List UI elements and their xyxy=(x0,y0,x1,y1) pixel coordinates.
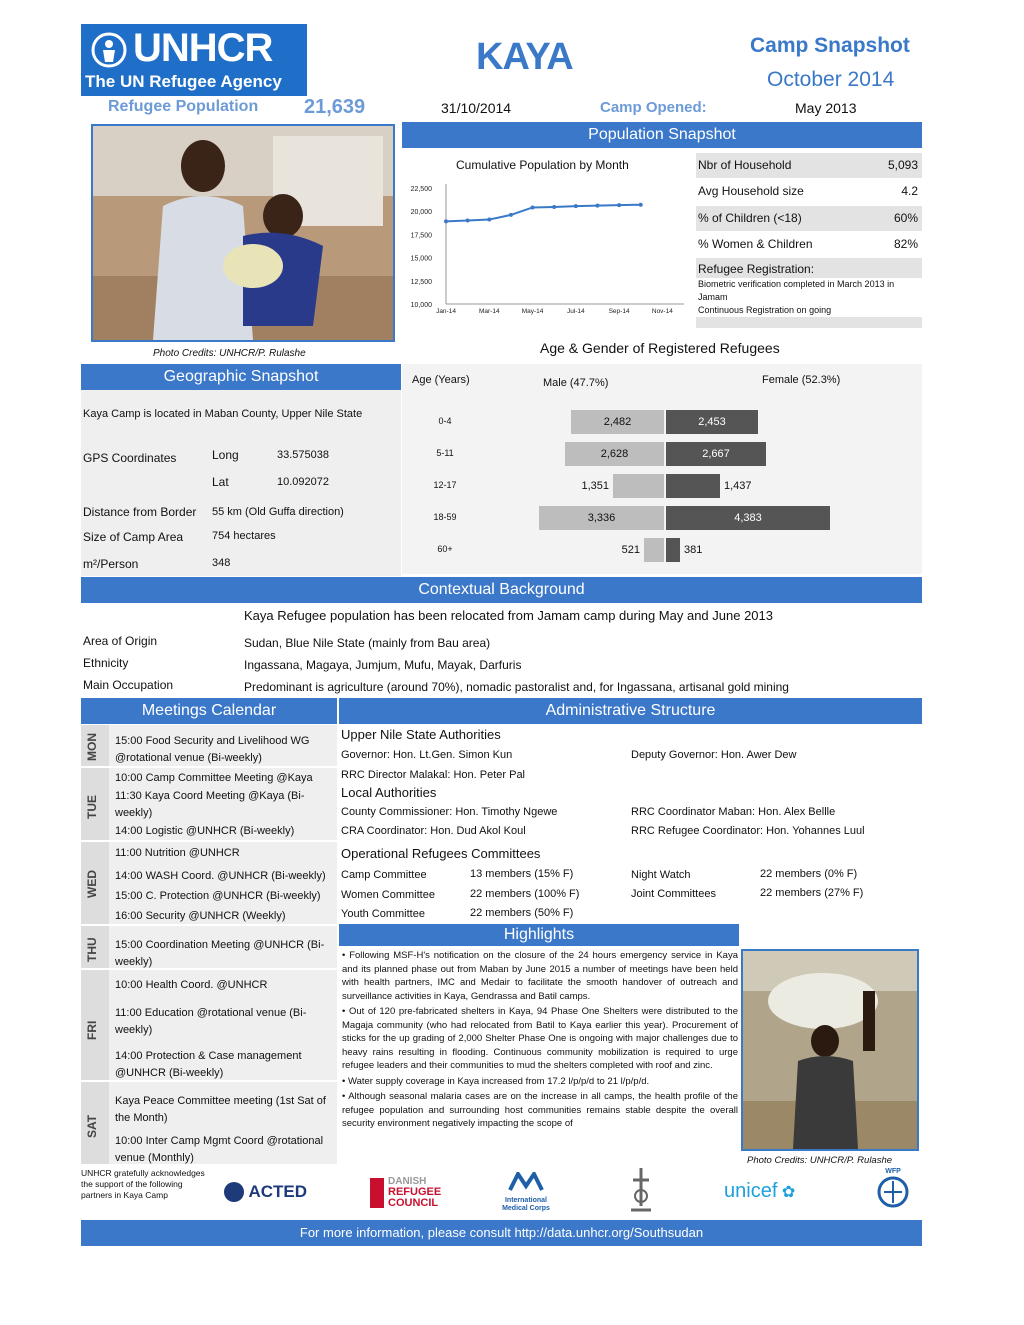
geo-location: Kaya Camp is located in Maban County, Upper Nile State xyxy=(83,408,363,420)
meeting-event: 14:00 Logistic @UNHCR (Bi-weekly) xyxy=(115,825,295,837)
governor: Governor: Hon. Lt.Gen. Simon Kun xyxy=(341,749,513,761)
day-label-fri xyxy=(81,970,109,1080)
line-chart xyxy=(402,152,692,327)
committee-members: 22 members (50% F) xyxy=(470,907,574,919)
refugee-photo-mother-child xyxy=(91,124,395,342)
female-value-label: 381 xyxy=(684,544,703,556)
age-category-label: 60+ xyxy=(437,544,453,554)
female-value-label: 4,383 xyxy=(734,512,762,524)
state-heading: Upper Nile State Authorities xyxy=(341,727,501,742)
male-value-label: 2,482 xyxy=(603,416,632,428)
stat-label: % of Children (<18) xyxy=(698,211,802,225)
female-bar xyxy=(666,474,720,498)
chart-title: Cumulative Population by Month xyxy=(456,158,629,172)
occupation-value: Predominant is agriculture (around 70%), nomadic pastoralist and, for Ingassana, artisanal gold mining xyxy=(244,680,789,694)
acted-logo xyxy=(224,1182,307,1202)
stat-women-children xyxy=(696,232,922,257)
imc-name: Medical Corps xyxy=(502,1205,550,1212)
stat-household-size xyxy=(696,179,922,204)
ethnicity-label: Ethnicity xyxy=(83,656,129,670)
committee-members: 22 members (100% F) xyxy=(470,888,580,900)
highlight-bullet: • Out of 120 pre-fabricated shelters in Kaya, 94 Phase One Shelters were distributed to the Magaja community (who had relocated from Batil to Kaya earlier this year). Procurement of sticks for the up grading of 2,000 Shelter Phase One is ongoing with major challenges due to heavy rains resulting in flooding. Continuous community mobilization is required to urge refugee leaders and their communities to mud the shelters completed with roof and zinc. xyxy=(342,1006,738,1071)
day-label-sat xyxy=(81,1082,109,1164)
meeting-event: 15:00 Food Security and Livelihood WG @rotational venue (Bi-weekly) xyxy=(115,735,310,764)
meetings-header: Meetings Calendar xyxy=(81,698,337,724)
lat-value: 10.092072 xyxy=(277,476,329,488)
data-point xyxy=(552,205,556,209)
logo-name: UNHCR xyxy=(133,26,273,70)
highlight-bullet: • Water supply coverage in Kaya increased from 17.2 l/p/p/d to 21 l/p/p/d. xyxy=(342,1075,650,1087)
footer-bar[interactable]: For more information, please consult http://data.unhcr.org/Southsudan xyxy=(81,1220,922,1246)
stat-children xyxy=(696,206,922,231)
y-tick-label: 12,500 xyxy=(410,278,432,286)
committee-members: 22 members (0% F) xyxy=(760,868,858,880)
female-legend: Female (52.3%) xyxy=(762,374,841,386)
age-axis-label: Age (Years) xyxy=(412,374,470,386)
data-point xyxy=(444,219,448,223)
wfp-name: WFP xyxy=(885,1168,901,1175)
line-chart-svg xyxy=(402,152,692,327)
meeting-event: 10:00 Health Coord. @UNHCR xyxy=(115,979,268,991)
age-category-label: 12-17 xyxy=(433,480,457,490)
acted-icon xyxy=(224,1182,244,1202)
distance-label: Distance from Border xyxy=(83,505,197,519)
x-tick-label: Nov-14 xyxy=(651,308,673,315)
male-value-label: 2,628 xyxy=(600,448,629,460)
data-point xyxy=(595,204,599,208)
committee-name: Night Watch xyxy=(631,869,691,881)
committee-name: Youth Committee xyxy=(341,908,425,920)
gps-label: GPS Coordinates xyxy=(83,451,177,465)
camp-name: KAYA xyxy=(476,36,573,78)
population-snapshot-header: Population Snapshot xyxy=(402,122,922,148)
registration-note: Biometric verification completed in March 2013 in Jamam xyxy=(696,278,922,304)
day-name: WED xyxy=(85,870,99,898)
x-tick-label: Mar-14 xyxy=(478,308,500,315)
distance-value: 55 km (Old Guffa direction) xyxy=(212,506,344,518)
pyramid-title: Age & Gender of Registered Refugees xyxy=(540,340,780,356)
registration-box xyxy=(696,258,922,328)
refugee-population-label: Refugee Population xyxy=(108,98,259,115)
partners-thanks: UNHCR gratefully acknowledges the support of the following partners in Kaya Camp xyxy=(81,1168,205,1200)
male-value-label: 1,351 xyxy=(581,480,609,492)
camp-opened-value: May 2013 xyxy=(795,100,857,116)
long-value: 33.575038 xyxy=(277,449,329,461)
day-name: MON xyxy=(85,732,99,761)
y-tick-label: 10,000 xyxy=(410,302,432,309)
male-legend: Male (47.7%) xyxy=(543,377,609,389)
committee-name: Women Committee xyxy=(341,889,435,901)
drc-logo xyxy=(370,1176,450,1210)
origin-label: Area of Origin xyxy=(83,634,158,648)
stat-label: Nbr of Household xyxy=(698,158,792,172)
rrc-refugee-coordinator: RRC Refugee Coordinator: Hon. Yohannes Luul xyxy=(631,825,865,837)
logo-tagline: The UN Refugee Agency xyxy=(85,72,282,91)
stat-label: % Women & Children xyxy=(698,237,813,251)
meeting-event: 10:00 Camp Committee Meeting @Kaya xyxy=(115,772,313,784)
data-point xyxy=(574,204,578,208)
highlight-bullet: • Although seasonal malaria cases are on the increase in all camps, the health profile of the refugee population and surrounding host communities remains stable despite the overall security environment negatively impacting the scope of xyxy=(342,1091,738,1129)
data-point xyxy=(617,203,621,207)
committee-name: Joint Committees xyxy=(631,888,716,900)
wfp-icon xyxy=(876,1175,910,1209)
ethnicity-value: Ingassana, Magaya, Jumjum, Mufu, Mayak, Darfuris xyxy=(244,658,522,672)
day-name: TUE xyxy=(85,795,99,819)
imc-name: International xyxy=(504,1197,547,1204)
rrc-coordinator: RRC Coordinator Maban: Hon. Alex Bellle xyxy=(631,806,836,818)
committees-heading: Operational Refugees Committees xyxy=(341,846,541,861)
highlight-bullet: • Following MSF-H's notification on the closure of the 24 hours emergency service in Kaya and its planned phase out from Maban by June 2015 a number of meetings have been held with health partners, IMC and Medair to facilitate the smooth handover of outreach and surveillance activities in Kaya, Gendrassa and Batil camps. xyxy=(342,950,738,1002)
stat-value: 5,093 xyxy=(887,158,918,172)
meeting-event: 10:00 Inter Camp Mgmt Coord @rotational venue (Monthly) xyxy=(115,1135,324,1164)
drc-name: DANISH xyxy=(388,1176,427,1187)
drc-name: COUNCIL xyxy=(388,1197,439,1209)
lat-label: Lat xyxy=(212,475,229,489)
male-bar xyxy=(613,474,664,498)
day-name: FRI xyxy=(85,1020,99,1040)
day-label-tue xyxy=(81,768,109,840)
long-label: Long xyxy=(212,448,239,462)
committee-members: 13 members (15% F) xyxy=(470,868,574,880)
unhcr-emblem-icon xyxy=(87,30,131,70)
stat-label: Avg Household size xyxy=(698,184,804,198)
m2-value: 348 xyxy=(212,557,231,569)
population-line xyxy=(446,205,641,222)
size-value: 754 hectares xyxy=(212,530,276,542)
admin-header: Administrative Structure xyxy=(339,698,922,724)
imc-icon xyxy=(508,1172,544,1192)
local-heading: Local Authorities xyxy=(341,785,437,800)
camp-opened-label: Camp Opened: xyxy=(600,99,707,116)
unicef-name: unicef xyxy=(724,1180,778,1202)
day-label-thu xyxy=(81,926,109,968)
deputy-governor: Deputy Governor: Hon. Awer Dew xyxy=(631,749,797,761)
day-name: SAT xyxy=(85,1114,99,1138)
y-tick-label: 20,000 xyxy=(410,209,432,217)
meeting-event: 14:00 WASH Coord. @UNHCR (Bi-weekly) xyxy=(115,870,326,882)
male-bar xyxy=(644,538,664,562)
meeting-event: 11:00 Nutrition @UNHCR xyxy=(115,847,240,859)
contextual-intro: Kaya Refugee population has been relocated from Jamam camp during May and June 2013 xyxy=(244,608,773,623)
committee-members: 22 members (27% F) xyxy=(760,887,864,899)
x-tick-label: Jan-14 xyxy=(436,308,456,315)
x-tick-label: Sep-14 xyxy=(608,308,630,315)
unhcr-logo xyxy=(81,24,307,96)
meeting-event: 14:00 Protection & Case management @UNHCR (Bi-weekly) xyxy=(115,1050,302,1079)
photo-credit: Photo Credits: UNHCR/P. Rulashe xyxy=(747,1155,893,1166)
refugee-population-value: 21,639 xyxy=(304,96,366,118)
data-point xyxy=(466,218,470,222)
meeting-event: 16:00 Security @UNHCR (Weekly) xyxy=(115,910,286,922)
x-tick-label: Jul-14 xyxy=(566,308,585,315)
y-tick-label: 17,500 xyxy=(410,232,432,240)
day-label-mon xyxy=(81,725,109,766)
female-value-label: 2,667 xyxy=(702,448,730,460)
meeting-event: 15:00 C. Protection @UNHCR (Bi-weekly) xyxy=(115,890,321,902)
y-tick-label: 22,500 xyxy=(410,186,432,193)
female-value-label: 2,453 xyxy=(698,416,726,428)
size-label: Size of Camp Area xyxy=(83,530,184,544)
data-point xyxy=(531,205,535,209)
m2-label: m²/Person xyxy=(83,557,139,571)
unicef-icon: ✿ xyxy=(781,1184,796,1201)
meeting-event: 11:30 Kaya Coord Meeting @Kaya (Bi-weekly) xyxy=(115,790,305,819)
highlights-body xyxy=(342,949,738,1163)
meeting-event: 11:00 Education @rotational venue (Bi-weekly) xyxy=(115,1007,307,1036)
photo-credit: Photo Credits: UNHCR/P. Rulashe xyxy=(153,348,306,359)
county-commissioner: County Commissioner: Hon. Timothy Ngewe xyxy=(341,806,558,818)
female-value-label: 1,437 xyxy=(724,480,752,492)
age-category-label: 0-4 xyxy=(438,416,452,426)
age-category-label: 5-11 xyxy=(436,448,454,458)
committee-name: Camp Committee xyxy=(341,869,427,881)
unicef-logo xyxy=(724,1180,795,1203)
meeting-event: 15:00 Coordination Meeting @UNHCR (Bi-weekly) xyxy=(115,939,325,968)
occupation-label: Main Occupation xyxy=(83,678,174,692)
cra-coordinator: CRA Coordinator: Hon. Dud Akol Koul xyxy=(341,825,526,837)
acted-name: ACTED xyxy=(248,1182,308,1201)
age-category-label: 18-59 xyxy=(433,512,457,522)
registration-label: Refugee Registration: xyxy=(698,262,815,276)
contextual-header: Contextual Background xyxy=(81,577,922,603)
male-value-label: 521 xyxy=(621,544,640,556)
emblem-logo xyxy=(627,1166,655,1219)
stat-value: 82% xyxy=(893,237,918,251)
male-value-label: 3,336 xyxy=(587,512,616,524)
imc-logo xyxy=(494,1172,558,1214)
x-tick-label: May-14 xyxy=(521,308,544,315)
stat-households xyxy=(696,153,922,178)
data-point xyxy=(639,203,643,207)
female-bar xyxy=(666,538,680,562)
meeting-event: Kaya Peace Committee meeting (1st Sat of the Month) xyxy=(115,1095,326,1124)
report-date: 31/10/2014 xyxy=(441,100,512,116)
highlights-header: Highlights xyxy=(339,924,739,946)
wfp-logo xyxy=(871,1168,915,1214)
geographic-snapshot-header: Geographic Snapshot xyxy=(81,364,401,390)
refugee-photo-carrying-sack xyxy=(741,949,919,1151)
day-label-wed xyxy=(81,842,109,924)
y-tick-label: 15,000 xyxy=(410,255,432,263)
data-point xyxy=(509,213,513,217)
day-name: THU xyxy=(85,937,99,962)
snapshot-month: October 2014 xyxy=(767,68,895,91)
origin-value: Sudan, Blue Nile State (mainly from Bau area) xyxy=(244,636,491,650)
data-point xyxy=(487,218,491,222)
stat-value: 4.2 xyxy=(901,184,918,198)
rrc-director: RRC Director Malakal: Hon. Peter Pal xyxy=(341,769,526,781)
registration-note: Continuous Registration on going xyxy=(696,304,922,317)
stat-value: 60% xyxy=(893,211,918,225)
drc-icon xyxy=(370,1178,384,1208)
drc-name: REFUGEE xyxy=(388,1186,442,1198)
snapshot-title: Camp Snapshot xyxy=(750,34,910,57)
